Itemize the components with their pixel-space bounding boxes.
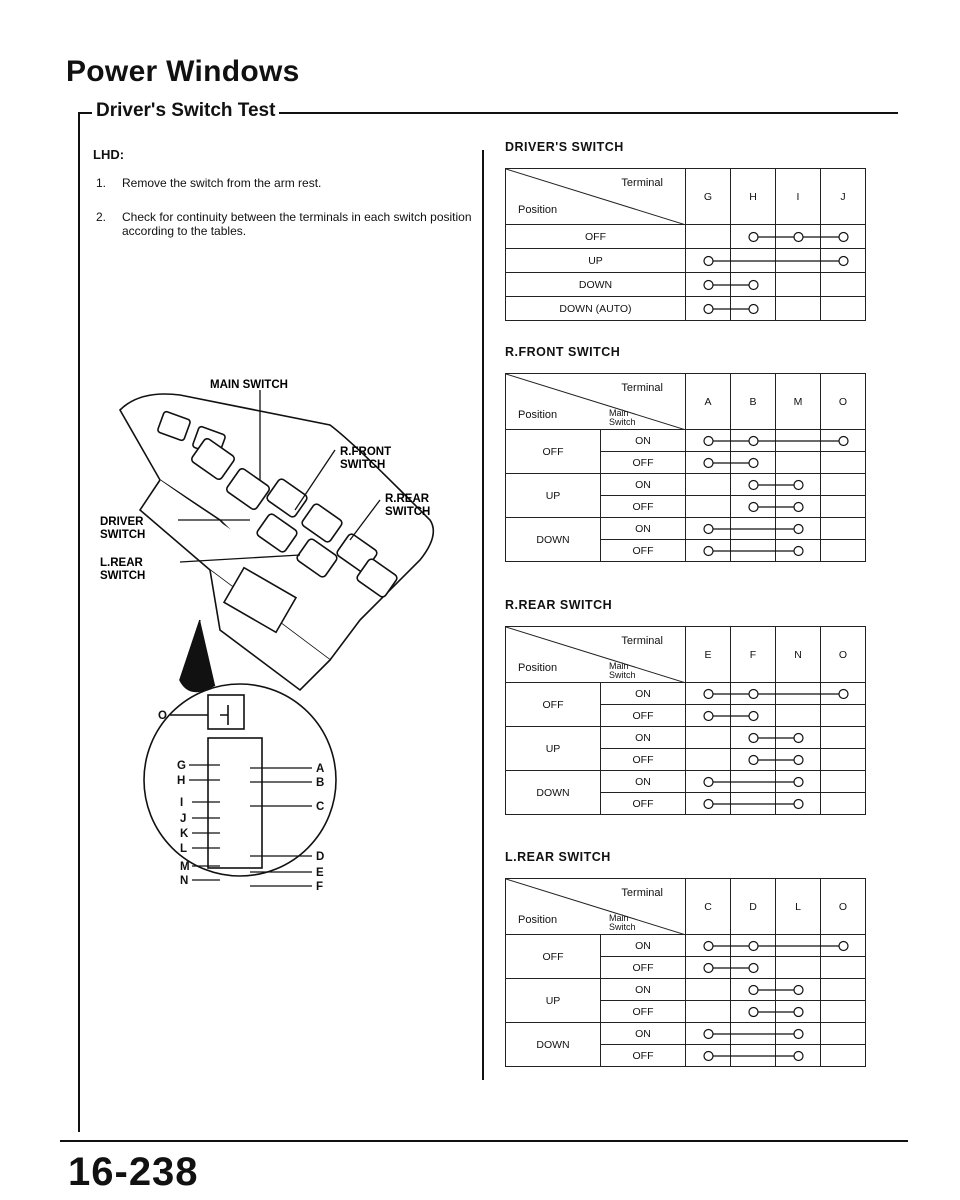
continuity-terminal-circle (704, 437, 713, 446)
terminal-header-o: O (821, 879, 866, 935)
terminal-cell (731, 705, 776, 727)
terminal-cell (821, 1001, 866, 1023)
position-cell: UP (506, 474, 601, 518)
connector-terminal-label: O (158, 710, 167, 722)
terminal-cell (686, 273, 731, 297)
terminal-cell (731, 540, 776, 562)
terminal-cell (776, 496, 821, 518)
connector-terminal-label: F (316, 881, 324, 890)
page-number: 16-238 (68, 1150, 199, 1194)
header-terminal-label: Terminal (621, 382, 663, 394)
terminal-header-n: N (776, 627, 821, 683)
terminal-cell (776, 727, 821, 749)
terminal-cell (686, 749, 731, 771)
header-diagonal-cell (506, 627, 686, 683)
terminal-cell (731, 430, 776, 452)
main-switch-cell: ON (601, 430, 686, 452)
terminal-cell (731, 496, 776, 518)
header-main-switch-label (609, 409, 636, 427)
terminal-cell (776, 979, 821, 1001)
terminal-cell (821, 225, 866, 249)
main-switch-cell: ON (601, 518, 686, 540)
terminal-cell (821, 249, 866, 273)
table-row (506, 430, 866, 452)
terminal-cell (686, 683, 731, 705)
terminal-cell (686, 297, 731, 321)
terminal-cell (686, 727, 731, 749)
terminal-cell (731, 957, 776, 979)
table-row (506, 1023, 866, 1045)
continuity-terminal-circle (704, 964, 713, 973)
terminal-cell (776, 1045, 821, 1067)
header-diagonal-cell (506, 374, 686, 430)
connector-terminal-label: A (316, 763, 325, 775)
terminal-header-h: H (731, 169, 776, 225)
table-title: DRIVER'S SWITCH (505, 140, 624, 154)
header-position-label: Position (518, 914, 558, 926)
connector-terminal-label: I (180, 797, 184, 809)
connector-terminal-label: J (180, 813, 187, 825)
terminal-header-o: O (821, 627, 866, 683)
table-row (506, 979, 866, 1001)
connector-terminal-label: E (316, 867, 324, 879)
label-r-front-switch: R.FRONT (340, 446, 392, 458)
position-cell: UP (506, 249, 686, 273)
switch-table-block (505, 140, 866, 321)
terminal-cell (776, 705, 821, 727)
main-switch-cell: ON (601, 979, 686, 1001)
terminal-cell (686, 430, 731, 452)
terminal-cell (686, 1045, 731, 1067)
terminal-cell (776, 474, 821, 496)
continuity-terminal-circle (704, 459, 713, 468)
terminal-cell (776, 452, 821, 474)
terminal-cell (731, 249, 776, 273)
header-switch-label: Switch (609, 417, 636, 427)
terminal-cell (686, 496, 731, 518)
table-row (506, 771, 866, 793)
header-switch-label: Switch (609, 670, 636, 680)
continuity-table (505, 168, 866, 321)
terminal-cell (731, 452, 776, 474)
terminal-header-f: F (731, 627, 776, 683)
continuity-terminal-circle (704, 778, 713, 787)
continuity-terminal-circle (704, 800, 713, 809)
terminal-header-m: M (776, 374, 821, 430)
connector-terminal-label: K (180, 828, 189, 840)
terminal-cell (821, 771, 866, 793)
terminal-cell (821, 1045, 866, 1067)
header-position-label: Position (518, 204, 558, 216)
terminal-cell (731, 727, 776, 749)
continuity-terminal-circle (704, 690, 713, 699)
terminal-cell (686, 1001, 731, 1023)
table-title: R.REAR SWITCH (505, 598, 613, 612)
terminal-cell (686, 1023, 731, 1045)
header-main-switch-label (609, 662, 636, 680)
header-terminal-label: Terminal (621, 635, 663, 647)
terminal-cell (776, 225, 821, 249)
main-switch-cell: OFF (601, 705, 686, 727)
header-terminal-label: Terminal (621, 887, 663, 899)
header-main-switch-label (609, 914, 636, 932)
terminal-cell (731, 749, 776, 771)
label-main-switch: MAIN SWITCH (210, 379, 288, 391)
main-switch-cell: OFF (601, 793, 686, 815)
switch-diagram (100, 370, 480, 890)
step-number: 2. (96, 210, 107, 224)
label-r-front-switch-2: SWITCH (340, 459, 386, 471)
main-switch-cell: ON (601, 1023, 686, 1045)
terminal-cell (776, 518, 821, 540)
header-main-label: Main (609, 408, 629, 418)
terminal-cell (821, 683, 866, 705)
header-terminal-label: Terminal (621, 177, 663, 189)
terminal-cell (821, 452, 866, 474)
table-row (506, 273, 866, 297)
label-driver-switch-2: SWITCH (100, 529, 146, 541)
connector-terminal-label: L (180, 843, 188, 855)
terminal-header-i: I (776, 169, 821, 225)
terminal-cell (776, 273, 821, 297)
lhd-label: LHD: (93, 147, 125, 162)
terminal-cell (821, 727, 866, 749)
main-switch-cell: ON (601, 771, 686, 793)
main-switch-cell: ON (601, 683, 686, 705)
column-divider (482, 150, 484, 1080)
table-row (506, 935, 866, 957)
header-position-label: Position (518, 662, 558, 674)
terminal-cell (731, 1045, 776, 1067)
continuity-terminal-circle (704, 281, 713, 290)
header-position-label: Position (518, 409, 558, 421)
connector-terminal-label: C (316, 801, 325, 813)
terminal-cell (686, 771, 731, 793)
main-switch-cell: ON (601, 727, 686, 749)
terminal-cell (686, 540, 731, 562)
position-cell: UP (506, 727, 601, 771)
terminal-cell (776, 297, 821, 321)
terminal-cell (776, 540, 821, 562)
connector-view (144, 684, 336, 876)
switch-table-block (505, 345, 866, 562)
terminal-cell (821, 273, 866, 297)
continuity-terminal-circle (704, 942, 713, 951)
table-row (506, 518, 866, 540)
terminal-cell (731, 474, 776, 496)
terminal-cell (731, 683, 776, 705)
position-cell: DOWN (506, 771, 601, 815)
terminal-header-e: E (686, 627, 731, 683)
label-l-rear-switch: L.REAR (100, 557, 143, 569)
terminal-cell (821, 957, 866, 979)
main-switch-cell: ON (601, 935, 686, 957)
terminal-cell (731, 273, 776, 297)
header-diagonal-cell (506, 879, 686, 935)
switch-table-block (505, 598, 866, 815)
main-switch-cell: OFF (601, 496, 686, 518)
terminal-cell (821, 979, 866, 1001)
terminal-header-c: C (686, 879, 731, 935)
header-main-label: Main (609, 661, 629, 671)
terminal-cell (731, 1023, 776, 1045)
table-row (506, 249, 866, 273)
terminal-cell (776, 1001, 821, 1023)
table-row (506, 683, 866, 705)
continuity-table (505, 373, 866, 562)
terminal-cell (731, 1001, 776, 1023)
position-cell: DOWN (506, 1023, 601, 1067)
terminal-cell (821, 749, 866, 771)
header-main-label: Main (609, 913, 629, 923)
terminal-cell (686, 474, 731, 496)
step-text: Remove the switch from the arm rest. (122, 176, 322, 190)
position-cell: UP (506, 979, 601, 1023)
position-cell: DOWN (506, 273, 686, 297)
connector-terminal-label: B (316, 777, 325, 789)
step-1 (96, 176, 482, 190)
table-row (506, 474, 866, 496)
section-title: Driver's Switch Test (92, 100, 279, 122)
position-cell: OFF (506, 935, 601, 979)
table-row (506, 297, 866, 321)
terminal-cell (731, 225, 776, 249)
main-switch-cell: OFF (601, 749, 686, 771)
terminal-header-o: O (821, 374, 866, 430)
terminal-cell (731, 771, 776, 793)
terminal-cell (776, 430, 821, 452)
step-number: 1. (96, 176, 107, 190)
connector-terminal-label: N (180, 875, 189, 887)
position-cell: OFF (506, 225, 686, 249)
switch-table-block (505, 850, 866, 1067)
connector-terminal-label: H (177, 775, 186, 787)
position-cell: DOWN (AUTO) (506, 297, 686, 321)
connector-terminal-label: M (180, 861, 190, 873)
continuity-terminal-circle (704, 257, 713, 266)
terminal-header-d: D (731, 879, 776, 935)
main-switch-cell: OFF (601, 540, 686, 562)
main-switch-cell: OFF (601, 957, 686, 979)
table-title: L.REAR SWITCH (505, 850, 611, 864)
terminal-cell (686, 705, 731, 727)
terminal-header-j: J (821, 169, 866, 225)
table-row (506, 727, 866, 749)
step-text: Check for continuity between the terminals in each switch position according to the tables. (122, 210, 472, 238)
terminal-header-l: L (776, 879, 821, 935)
terminal-cell (776, 683, 821, 705)
terminal-cell (731, 793, 776, 815)
terminal-cell (821, 297, 866, 321)
terminal-header-a: A (686, 374, 731, 430)
terminal-cell (686, 249, 731, 273)
continuity-terminal-circle (704, 305, 713, 314)
continuity-table (505, 878, 866, 1067)
connector-terminal-label: G (177, 760, 186, 772)
terminal-cell (776, 1023, 821, 1045)
terminal-cell (821, 935, 866, 957)
terminal-cell (686, 518, 731, 540)
terminal-header-g: G (686, 169, 731, 225)
main-switch-cell: OFF (601, 1045, 686, 1067)
terminal-cell (776, 793, 821, 815)
position-cell: OFF (506, 430, 601, 474)
label-r-rear-switch: R.REAR (385, 493, 430, 505)
terminal-cell (821, 540, 866, 562)
terminal-cell (776, 249, 821, 273)
connector-terminal-label: D (316, 851, 325, 863)
label-l-rear-switch-2: SWITCH (100, 570, 146, 582)
terminal-cell (776, 957, 821, 979)
terminal-cell (686, 935, 731, 957)
terminal-cell (731, 935, 776, 957)
terminal-cell (776, 935, 821, 957)
label-driver-switch: DRIVER (100, 516, 144, 528)
terminal-cell (686, 452, 731, 474)
table-row (506, 225, 866, 249)
terminal-cell (686, 979, 731, 1001)
terminal-cell (821, 430, 866, 452)
table-title: R.FRONT SWITCH (505, 345, 621, 359)
terminal-cell (821, 518, 866, 540)
continuity-terminal-circle (704, 525, 713, 534)
terminal-cell (731, 297, 776, 321)
switch-assembly-illustration (120, 394, 433, 691)
main-switch-cell: OFF (601, 1001, 686, 1023)
footer-rule (60, 1140, 908, 1142)
terminal-cell (821, 1023, 866, 1045)
label-r-rear-switch-2: SWITCH (385, 506, 431, 518)
terminal-cell (821, 496, 866, 518)
main-switch-cell: OFF (601, 452, 686, 474)
terminal-cell (686, 957, 731, 979)
main-switch-cell: ON (601, 474, 686, 496)
step-2 (96, 210, 482, 238)
continuity-terminal-circle (704, 1052, 713, 1061)
continuity-table (505, 626, 866, 815)
position-cell: DOWN (506, 518, 601, 562)
continuity-terminal-circle (704, 1030, 713, 1039)
terminal-cell (686, 793, 731, 815)
header-diagonal-cell (506, 169, 686, 225)
position-cell: OFF (506, 683, 601, 727)
terminal-cell (731, 979, 776, 1001)
terminal-cell (821, 793, 866, 815)
terminal-cell (731, 518, 776, 540)
terminal-header-b: B (731, 374, 776, 430)
terminal-cell (776, 749, 821, 771)
terminal-cell (686, 225, 731, 249)
header-switch-label: Switch (609, 922, 636, 932)
terminal-cell (821, 705, 866, 727)
continuity-terminal-circle (704, 547, 713, 556)
page-title: Power Windows (66, 55, 300, 88)
section-bracket (78, 112, 80, 1132)
continuity-terminal-circle (704, 712, 713, 721)
terminal-cell (776, 771, 821, 793)
terminal-cell (821, 474, 866, 496)
